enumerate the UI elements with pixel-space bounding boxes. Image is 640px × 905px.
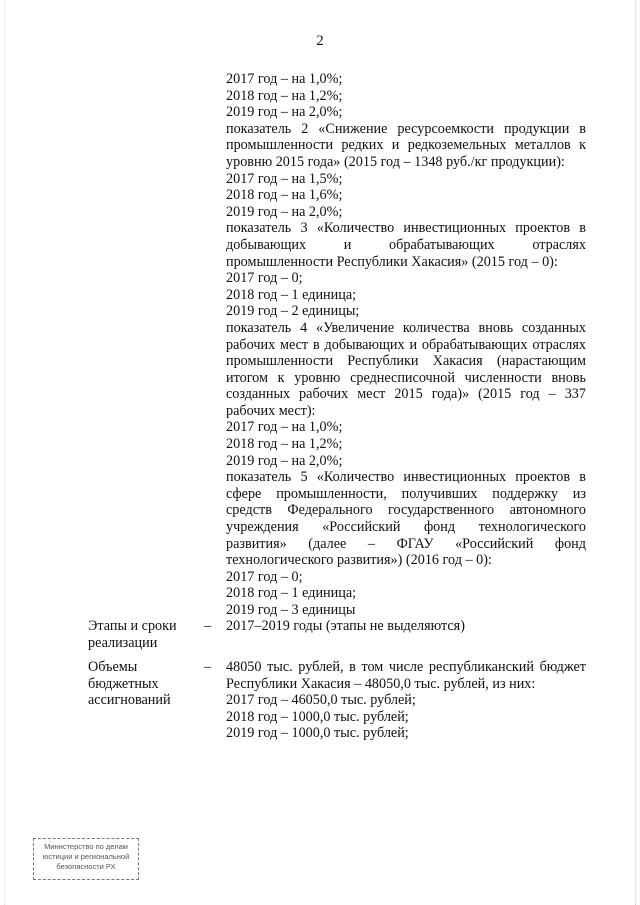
budget-dash: – <box>204 659 212 675</box>
indicator-4-year-2019: 2019 год – на 2,0%; <box>226 452 343 469</box>
stages-value <box>226 618 586 635</box>
budget-year-2019: 2019 год – 1000,0 тыс. рублей; <box>226 725 409 742</box>
indicator-3-year-2017: 2017 год – 0; <box>226 270 303 287</box>
indicator-3-year-2018: 2018 год – 1 единица; <box>226 286 357 303</box>
budget-total: 48050 тыс. рублей, в том числе республиканский бюджет Республики Хакасия – 48050,0 тыс. рублей, из них: <box>226 659 586 692</box>
indicator-1-year-2019: 2019 год – на 2,0%; <box>226 104 343 121</box>
indicator-4-description: показатель 4 «Увеличение количества вновь созданных рабочих мест в добывающих и обрабатывающих отраслях промышленности Республики Хакасия (нарастающим итогом к уровню среднесписочной численности вновь созданных рабочих мест 2015 года)» (2015 год – 337 рабочих мест): <box>226 319 586 419</box>
budget-year-2018: 2018 год – 1000,0 тыс. рублей; <box>226 708 409 725</box>
indicator-3-description: показатель 3 «Количество инвестиционных проектов в добывающих и обрабатывающих отраслях промышленности Республики Хакасия» (2015 год – 0): <box>226 220 586 270</box>
stages-label: Этапы и сроки реализации <box>88 618 177 651</box>
indicator-2-year-2017: 2017 год – на 1,5%; <box>226 170 343 187</box>
indicator-4-year-2017: 2017 год – на 1,0%; <box>226 419 343 436</box>
stamp-line-3: безопасности РХ <box>56 862 116 871</box>
registration-stamp <box>33 838 139 880</box>
scan-edge-left <box>4 0 6 905</box>
budget-block <box>226 659 586 742</box>
budget-label: Объемы бюджетных ассигнований <box>88 659 171 709</box>
indicator-5-year-2019: 2019 год – 3 единицы <box>226 602 356 618</box>
indicator-2-description: показатель 2 «Снижение ресурсоемкости продукции в промышленности редких и редкоземельных металлов к уровню 2015 года» (2015 год – 1348 руб./кг продукции): <box>226 120 586 170</box>
indicator-1-year-2017: 2017 год – на 1,0%; <box>226 71 343 87</box>
page-number: 2 <box>316 33 324 49</box>
budget-year-2017: 2017 год – 46050,0 тыс. рублей; <box>226 692 416 709</box>
indicators-block <box>226 71 586 619</box>
indicator-2-year-2018: 2018 год – на 1,6%; <box>226 187 343 204</box>
indicator-5-year-2017: 2017 год – 0; <box>226 568 303 585</box>
indicator-1-year-2018: 2018 год – на 1,2%; <box>226 87 343 104</box>
stamp-line-1: Министерство по делам <box>44 842 128 851</box>
indicator-3-year-2019: 2019 год – 2 единицы; <box>226 303 360 320</box>
indicator-4-year-2018: 2018 год – на 1,2%; <box>226 436 343 453</box>
indicator-5-year-2018: 2018 год – 1 единица; <box>226 585 357 602</box>
stages-value-text: 2017–2019 годы (этапы не выделяются) <box>226 618 465 634</box>
stamp-line-2: юстиции и региональной <box>42 852 130 861</box>
scan-edge-right <box>634 0 636 905</box>
indicator-2-year-2019: 2019 год – на 2,0%; <box>226 203 343 220</box>
stages-dash: – <box>204 618 212 634</box>
indicator-5-description: показатель 5 «Количество инвестиционных проектов в сфере промышленности, получивших поддержку из средств Федерального государственного автономного учреждения «Российский фонд технологического развития» (далее – ФГАУ «Российский фонд технологического развития») (2016 год – 0): <box>226 469 586 569</box>
